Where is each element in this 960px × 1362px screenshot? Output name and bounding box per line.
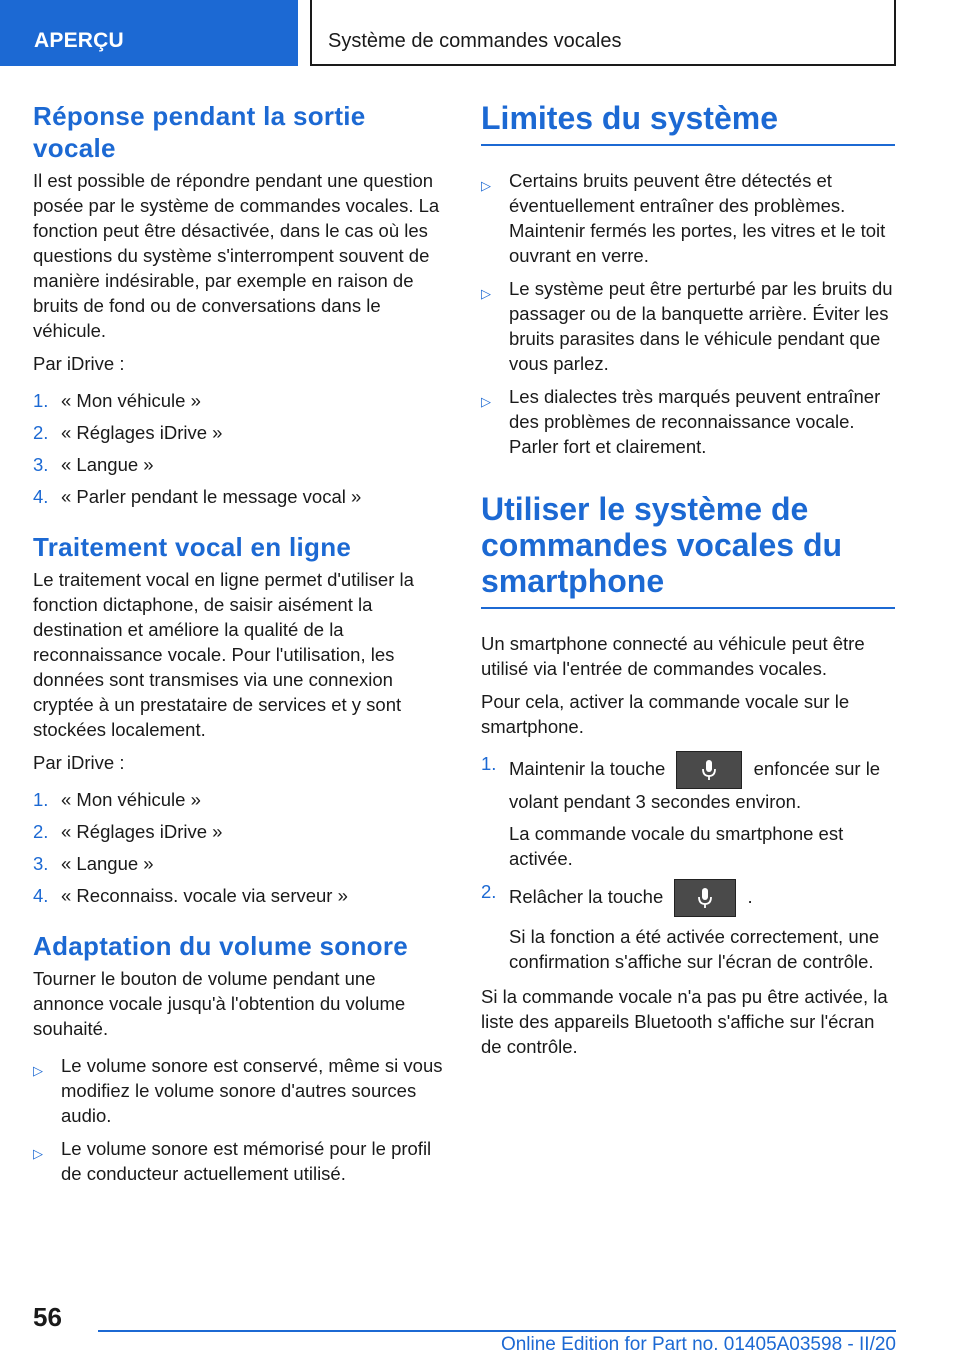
left-column [33, 100, 447, 1196]
step-text-after: . [747, 885, 753, 907]
edition-link[interactable]: Online Edition for Part no. 01405A03598 - II/20 [500, 1334, 896, 1355]
bullet-text: Le volume sonore est conservé, même si vous modifiez le volume sonore d'autres sources audio. [61, 1055, 443, 1126]
step-number: 1. [33, 789, 49, 810]
list-item [33, 883, 447, 908]
list-item [33, 484, 447, 509]
step-note: La commande vocale du smartphone est activée. [509, 823, 844, 869]
step-number: 4. [33, 486, 49, 507]
heading-reponse: Réponse pendant la sortie vocale [33, 101, 366, 163]
page-footer [0, 1290, 960, 1362]
step-number: 4. [33, 885, 49, 906]
steps-list [481, 751, 895, 974]
step-text: « Langue » [61, 454, 154, 475]
list-item [481, 276, 895, 376]
step-text [509, 879, 753, 917]
paragraph: Il est possible de répondre pendant une question posée par le système de commandes vocales. La fonction peut être désactivée, dans le cas où les questions du système s'interrompent souvent de manière indésirable, par exemple en raison de bruits de fond ou de conversations dans le véhicule. [33, 170, 440, 341]
paragraph: Tourner le bouton de volume pendant une annonce vocale jusqu'à l'obtention du volume souhaité. [33, 968, 406, 1039]
list-item [33, 787, 447, 812]
paragraph: Par iDrive : [33, 752, 125, 773]
step-number: 2. [481, 881, 497, 902]
step-text: « Réglages iDrive » [61, 422, 223, 443]
voice-command-button [676, 751, 742, 789]
step-text: « Reconnaiss. vocale via serveur » [61, 885, 348, 906]
list-item [33, 851, 447, 876]
paragraph: Un smartphone connecté au véhicule peut être utilisé via l'entrée de commandes vocales. [481, 633, 865, 679]
step-number: 1. [33, 390, 49, 411]
step-text: « Réglages iDrive » [61, 821, 223, 842]
list-item [481, 879, 895, 917]
step-number: 2. [33, 821, 49, 842]
step-text: « Parler pendant le message vocal » [61, 486, 362, 507]
heading-smartphone: Utiliser le système de commandes vocales du smartphone [481, 491, 895, 609]
paragraph: Si la commande vocale n'a pas pu être activée, la liste des appareils Bluetooth s'affiche sur l'écran de contrôle. [481, 986, 888, 1057]
page-number: 56 [33, 1302, 62, 1332]
list-item [33, 1136, 447, 1186]
list-item [481, 751, 895, 814]
steps-list [33, 787, 447, 908]
list-item [481, 384, 895, 459]
step-note: Si la fonction a été activée correctement, une confirmation s'affiche sur l'écran de contrôle. [509, 926, 880, 972]
list-item [33, 1053, 447, 1128]
paragraph: Le traitement vocal en ligne permet d'utiliser la fonction dictaphone, de saisir aisément la destination et améliore la qualité de la reconnaissance vocale. Pour l'utilisation, les données sont transmises via une connexion cryptée à un prestataire de services et y sont stockées localement. [33, 569, 414, 740]
bullet-text: Certains bruits peuvent être détectés et éventuellement entraîner des problèmes. Maintenir fermés les portes, les vitres et le toit ouvrant en verre. [509, 170, 886, 266]
list-item [33, 420, 447, 445]
list-item [33, 388, 447, 413]
bullet-text: Le système peut être perturbé par les bruits du passager ou de la banquette arrière. Éviter les bruits parasites dans le véhicule pendant que vous parlez. [509, 278, 893, 374]
microphone-icon [701, 759, 717, 781]
list-item [33, 452, 447, 477]
triangle-right-outline-icon: ▷ [33, 1146, 43, 1161]
step-text [509, 751, 895, 814]
steps-list [33, 388, 447, 509]
paragraph: Par iDrive : [33, 353, 125, 374]
footer-divider [98, 1330, 896, 1332]
list-item [481, 168, 895, 268]
step-text: « Mon véhicule » [61, 789, 201, 810]
step-text-after: enfoncée sur le volant pendant 3 secondes environ. [509, 757, 881, 812]
triangle-right-outline-icon: ▷ [481, 178, 491, 193]
triangle-right-outline-icon: ▷ [481, 394, 491, 409]
bullet-list [33, 1053, 447, 1186]
list-item [33, 819, 447, 844]
voice-command-button [674, 879, 736, 917]
heading-limites: Limites du système [481, 100, 895, 146]
step-text-before: Maintenir la touche [509, 757, 666, 779]
section-title: Système de commandes vocales [310, 0, 896, 66]
step-text-before: Relâcher la touche [509, 885, 664, 907]
right-column [481, 100, 895, 1067]
step-text: « Langue » [61, 853, 154, 874]
page-header [0, 0, 960, 66]
step-number: 3. [33, 853, 49, 874]
step-number: 3. [33, 454, 49, 475]
triangle-right-outline-icon: ▷ [481, 286, 491, 301]
bullet-text: Les dialectes très marqués peuvent entraîner des problèmes de reconnaissance vocale. Parler fort et clairement. [509, 386, 881, 457]
bullet-text: Le volume sonore est mémorisé pour le profil de conducteur actuellement utilisé. [61, 1138, 432, 1184]
step-number: 2. [33, 422, 49, 443]
chapter-tab[interactable]: APERÇU [0, 0, 298, 66]
heading-traitement: Traitement vocal en ligne [33, 532, 352, 562]
step-text: « Mon véhicule » [61, 390, 201, 411]
triangle-right-outline-icon: ▷ [33, 1063, 43, 1078]
step-number: 1. [481, 753, 497, 774]
heading-volume: Adaptation du volume sonore [33, 931, 409, 961]
microphone-icon [697, 887, 713, 909]
paragraph: Pour cela, activer la commande vocale sur le smartphone. [481, 691, 850, 737]
bullet-list [481, 168, 895, 459]
